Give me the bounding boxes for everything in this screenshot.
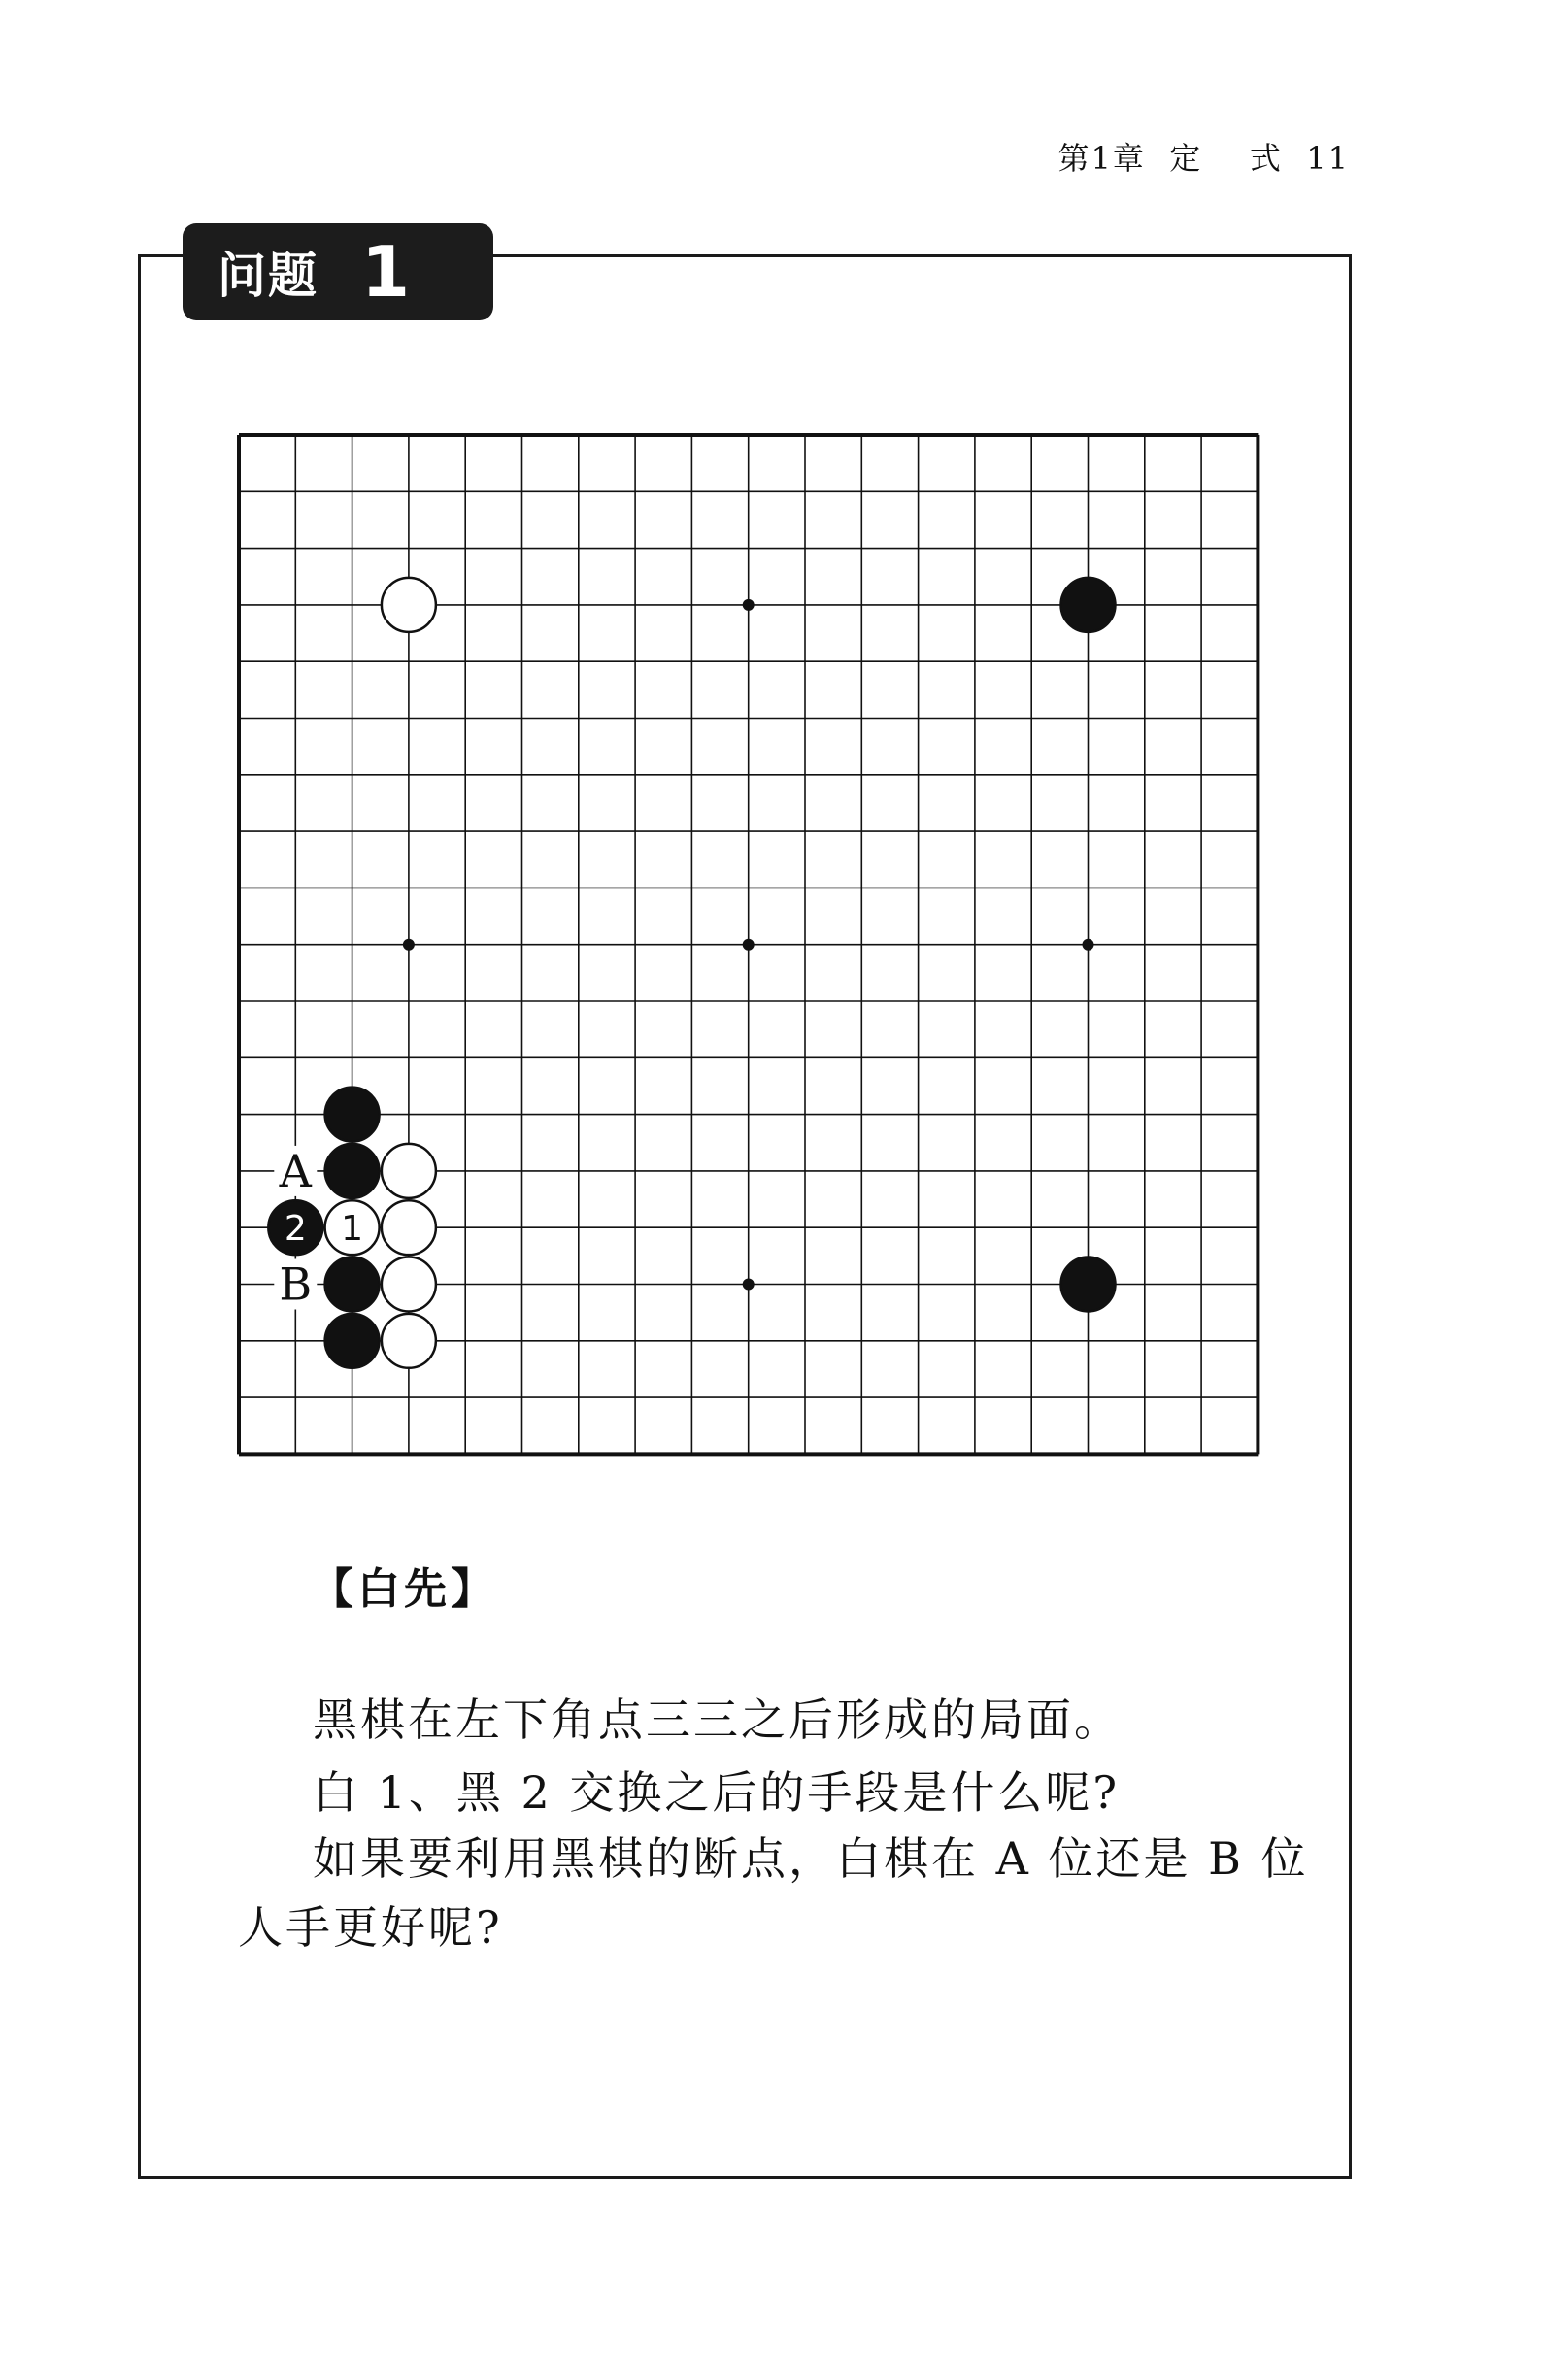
white-stone [382,1144,436,1198]
caption-line-3: 如果要利用黑棋的断点，白棋在 A 位还是 B 位 [313,1832,1309,1885]
white-stone [382,578,436,632]
white-stone [382,1314,436,1368]
point-letter: A [279,1144,312,1197]
star-point [743,939,755,951]
star-point [403,939,415,951]
black-stone [1061,578,1116,632]
point-letter: B [279,1257,313,1311]
black-stone [325,1314,380,1368]
black-stone [325,1088,380,1142]
star-point [743,1279,755,1291]
problem-label: 问题 [218,248,319,304]
white-stone [382,1257,436,1312]
running-header: 第1章 定 式 11 [1057,140,1350,177]
star-point [1083,939,1094,951]
caption-line-2: 白 1、黑 2 交换之后的手段是什么呢? [313,1766,1121,1819]
problem-number: 1 [361,231,411,313]
star-point [743,599,755,611]
black-stone [325,1144,380,1198]
white-stone [382,1200,436,1255]
caption-line-1: 黑棋在左下角点三三之后形成的局面。 [313,1693,1122,1746]
black-stone [1061,1257,1116,1312]
stone-move-number: 2 [284,1209,307,1250]
to-play-label: 【白先】 [311,1564,497,1614]
black-stone [325,1257,380,1312]
caption-line-4: 人手更好呢? [238,1901,503,1954]
stone-move-number: 1 [341,1209,364,1250]
